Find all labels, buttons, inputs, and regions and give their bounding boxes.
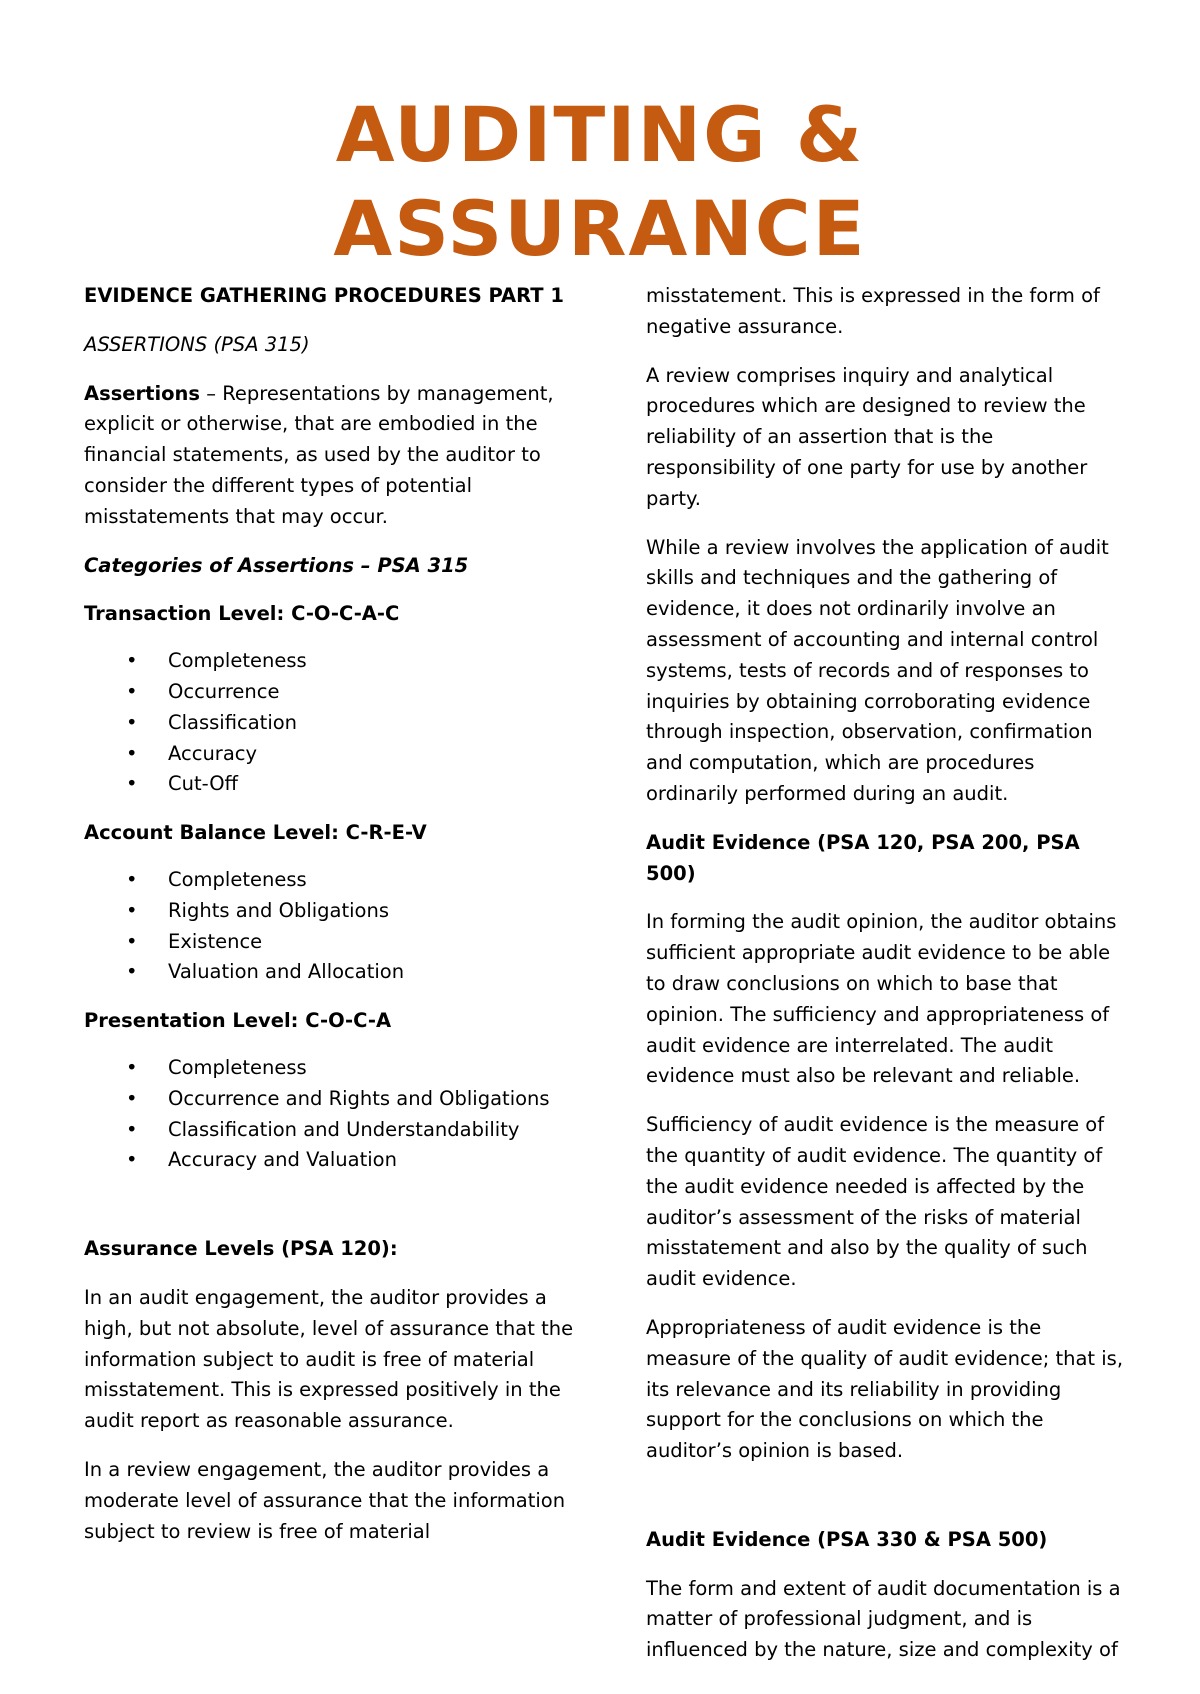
list-item: • Completeness [168, 865, 584, 896]
audit-evidence-paragraph-3: Appropriateness of audit evidence is the measure of the quality of audit evidence; that is, its relevance and its reliability in providing support for the conclusions on which the auditor’s opinion is based. [646, 1315, 1124, 1463]
assertions-def-text: – Representations by management, explicit or otherwise, that are embodied in the financial statements, as used by the auditor to consider the different types of potential misstatements that may occur. [84, 381, 554, 528]
assurance-heading-bold: Assurance Levels [84, 1237, 275, 1261]
list-item: • Occurrence and Rights and Obligations [168, 1084, 584, 1115]
left-column [84, 281, 584, 1565]
assurance-paragraph-1: In an audit engagement, the auditor provides a high, but not absolute, level of assurance that the information subject to audit is free of material misstatement. This is expressed positively in the audit report as reasonable assurance. [84, 1285, 574, 1433]
transaction-level-list [84, 646, 584, 800]
review-paragraph-1: misstatement. This is expressed in the form of negative assurance. [646, 284, 1100, 338]
presentation-level-heading: Presentation Level: C-O-C-A [84, 1009, 392, 1033]
list-item: • Accuracy and Valuation [168, 1145, 584, 1176]
transaction-level-heading: Transaction Level: C-O-C-A-C [84, 602, 400, 626]
review-paragraph-3: While a review involves the application of audit skills and techniques and the gathering of evidence, it does not ordinarily involve an assessment of accounting and internal control systems, tests of records and of responses to inquiries by obtaining corroborating evidence through inspection, observation, confirmation and computation, which are procedures ordinarily performed during an audit. [646, 535, 1109, 805]
categories-heading: Categories of Assertions – PSA 315 [84, 553, 469, 577]
assurance-heading-rest: (PSA 120): [274, 1237, 398, 1261]
title-line-2: ASSURANCE [333, 184, 867, 273]
right-column [646, 281, 1126, 1684]
list-item: • Accuracy [168, 739, 584, 770]
spacer [84, 1194, 584, 1234]
section-heading: EVIDENCE GATHERING PROCEDURES PART 1 [84, 284, 564, 307]
audit-evidence-paragraph-1: In forming the audit opinion, the auditor obtains sufficient appropriate audit evidence to be able to draw conclusions on which to base that opinion. The sufficiency and appropriateness of audit evidence are interrelated. The audit evidence must also be relevant and reliable. [646, 910, 1117, 1088]
list-item: • Classification [168, 708, 584, 739]
account-balance-heading: Account Balance Level: C-R-E-V [84, 821, 427, 845]
review-paragraph-2: A review comprises inquiry and analytical procedures which are designed to review the reliability of an assertion that is the responsibility of one party for use by another party. [646, 363, 1088, 510]
assurance-levels-heading [84, 1234, 584, 1265]
assurance-paragraph-2: In a review engagement, the auditor provides a moderate level of assurance that the information subject to review is free of material [84, 1457, 566, 1543]
audit-evidence-2-heading: Audit Evidence (PSA 330 & PSA 500) [646, 1527, 1048, 1551]
assertions-definition [84, 379, 584, 533]
document-title [0, 88, 1200, 276]
audit-evidence-2-paragraph-1: The form and extent of audit documentation is a matter of professional judgment, and is influenced by the nature, size and complexity of [646, 1576, 1121, 1662]
list-item: • Cut-Off [168, 769, 584, 800]
assertions-heading: ASSERTIONS (PSA 315) [84, 332, 310, 356]
list-item: • Completeness [168, 1053, 584, 1084]
spacer [646, 1485, 1126, 1525]
list-item: • Rights and Obligations [168, 896, 584, 927]
list-item: • Existence [168, 927, 584, 958]
assertions-term: Assertions [84, 381, 201, 405]
audit-evidence-paragraph-2: Sufficiency of audit evidence is the measure of the quantity of audit evidence. The quantity of the audit evidence needed is affected by the auditor’s assessment of the risks of material misstatement and also by the quality of such audit evidence. [646, 1113, 1105, 1291]
audit-evidence-heading: Audit Evidence (PSA 120, PSA 200, PSA 500) [646, 830, 1080, 885]
list-item: • Valuation and Allocation [168, 957, 584, 988]
list-item: • Occurrence [168, 677, 584, 708]
account-balance-list [84, 865, 584, 988]
presentation-level-list [84, 1053, 584, 1176]
list-item: • Classification and Understandability [168, 1115, 584, 1146]
title-line-1: AUDITING & [335, 90, 865, 179]
list-item: • Completeness [168, 646, 584, 677]
